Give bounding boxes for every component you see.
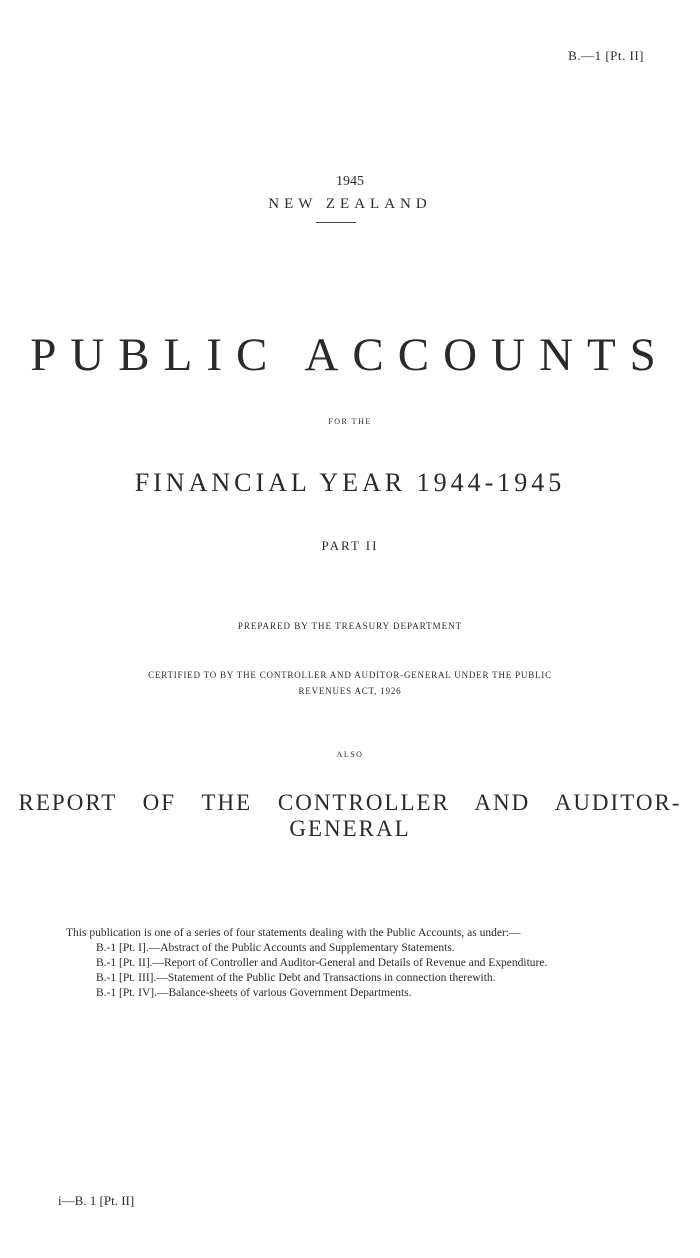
also-label: ALSO (336, 750, 364, 759)
main-title: PUBLIC ACCOUNTS (30, 329, 670, 381)
prepared-by-line: PREPARED BY THE TREASURY DEPARTMENT (237, 621, 463, 631)
list-item: B.-1 [Pt. IV].—Balance-sheets of various Government Departments. (96, 987, 412, 999)
list-item: B.-1 [Pt. II].—Report of Controller and Auditor-General and Details of Revenue and Expenditure. (96, 957, 548, 969)
part-label: PART II (321, 538, 379, 553)
financial-year-title: FINANCIAL YEAR 1944-1945 (134, 468, 566, 497)
document-reference-top: B.—1 [Pt. II] (568, 48, 644, 63)
country-name: NEW ZEALAND (268, 196, 432, 212)
certified-line-2: REVENUES ACT, 1926 (298, 686, 402, 696)
list-item: B.-1 [Pt. I].—Abstract of the Public Accounts and Supplementary Statements. (96, 942, 455, 954)
description-intro: This publication is one of a series of four statements dealing with the Public Accounts, as under:— (66, 927, 521, 939)
certified-line-1: CERTIFIED TO BY THE CONTROLLER AND AUDITOR-GENERAL UNDER THE PUBLIC (148, 670, 552, 680)
series-description (36, 926, 676, 1001)
statement-list (36, 941, 676, 1001)
divider-rule (316, 222, 356, 223)
publication-year: 1945 (336, 174, 364, 189)
document-reference-bottom: i—B. 1 [Pt. II] (58, 1193, 135, 1208)
list-item: B.-1 [Pt. III].—Statement of the Public Debt and Transactions in connection therewith. (96, 972, 496, 984)
report-title: REPORT OF THE CONTROLLER AND AUDITOR-GENERAL (18, 790, 682, 841)
for-the-label: FOR THE (328, 417, 372, 426)
